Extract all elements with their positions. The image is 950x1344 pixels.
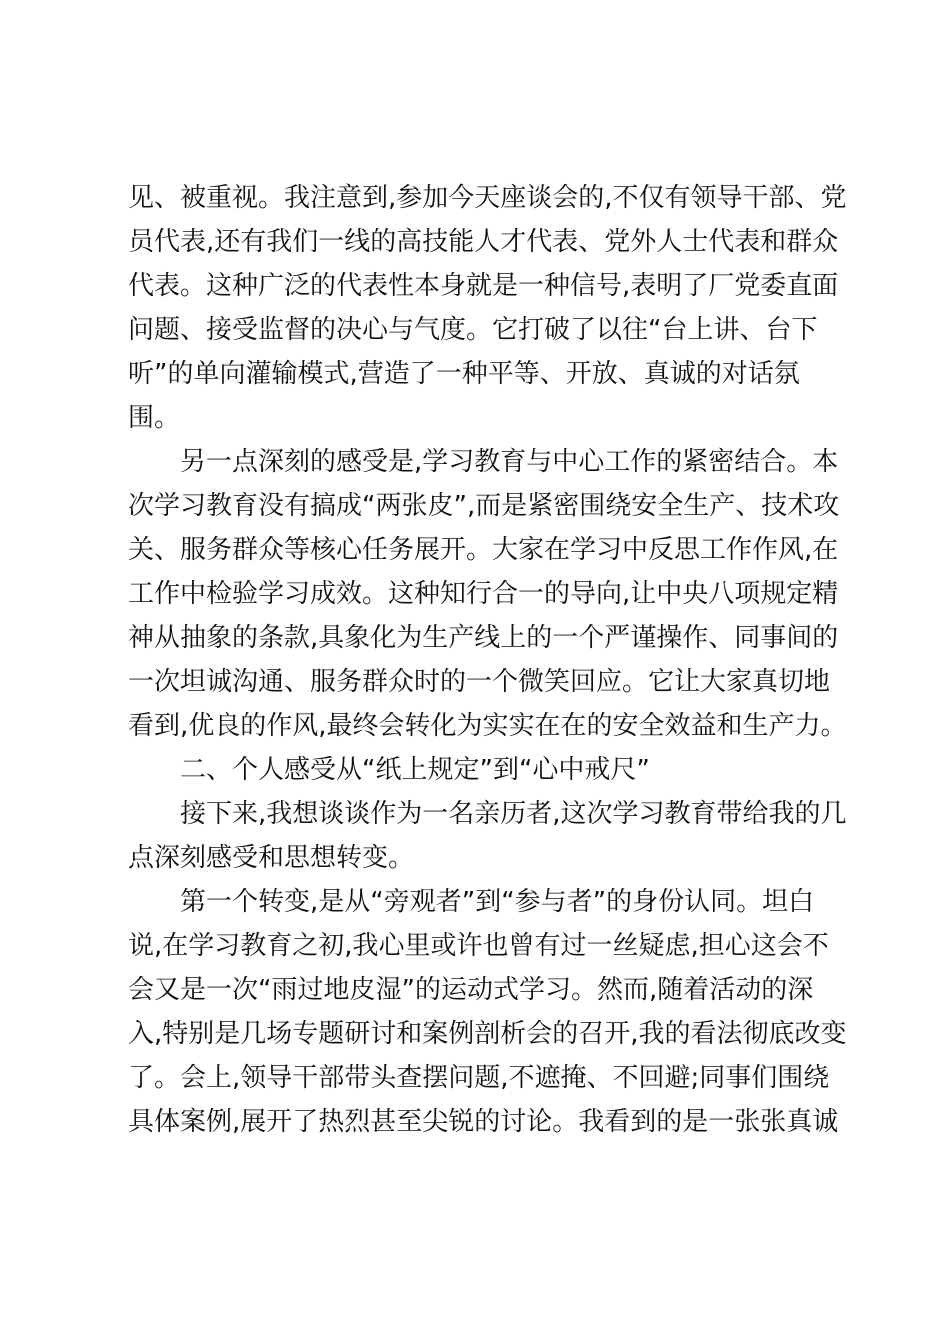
body-line: 听”的单向灌输模式,营造了一种平等、开放、真诚的对话氛 bbox=[128, 359, 800, 389]
body-line: 具体案例,展开了热烈甚至尖锐的讨论。我看到的是一张张真诚 bbox=[128, 1107, 839, 1137]
body-line: 一次坦诚沟通、服务群众时的一个微笑回应。它让大家真切地 bbox=[128, 667, 831, 697]
body-line: 会又是一次“雨过地皮湿”的运动式学习。然而,随着活动的深 bbox=[128, 975, 814, 1005]
paragraph-first-line: 另一点深刻的感受是,学习教育与中心工作的紧密结合。本 bbox=[180, 447, 839, 477]
body-line: 关、服务群众等核心任务展开。大家在学习中反思工作作风,在 bbox=[128, 535, 839, 565]
body-line: 见、被重视。我注意到,参加今天座谈会的,不仅有领导干部、党 bbox=[128, 183, 847, 213]
body-line: 代表。这种广泛的代表性本身就是一种信号,表明了厂党委直面 bbox=[128, 271, 839, 301]
body-line: 说,在学习教育之初,我心里或许也曾有过一丝疑虑,担心这会不 bbox=[128, 931, 829, 961]
body-line: 员代表,还有我们一线的高技能人才代表、党外人士代表和群众 bbox=[128, 227, 839, 257]
body-line: 次学习教育没有搞成“两张皮”,而是紧密围绕安全生产、技术攻 bbox=[128, 491, 840, 521]
body-line: 了。会上,领导干部带头查摆问题,不遮掩、不回避;同事们围绕 bbox=[128, 1063, 830, 1093]
document-body bbox=[128, 176, 847, 1144]
body-line: 点深刻感受和思想转变。 bbox=[128, 843, 415, 873]
body-line: 入,特别是几场专题研讨和案例剖析会的召开,我的看法彻底改变 bbox=[128, 1019, 847, 1049]
body-line: 工作中检验学习成效。这种知行合一的导向,让中央八项规定精 bbox=[128, 579, 839, 609]
body-line: 神从抽象的条款,具象化为生产线上的一个严谨操作、同事间的 bbox=[128, 623, 839, 653]
paragraph-first-line: 第一个转变,是从“旁观者”到“参与者”的身份认同。坦白 bbox=[180, 887, 815, 917]
section-heading: 二、个人感受从“纸上规定”到“心中戒尺” bbox=[180, 755, 650, 785]
paragraph-first-line: 接下来,我想谈谈作为一名亲历者,这次学习教育带给我的几 bbox=[180, 799, 847, 829]
body-line: 看到,优良的作风,最终会转化为实实在在的安全效益和生产力。 bbox=[128, 711, 847, 741]
body-line: 围。 bbox=[128, 403, 181, 433]
body-line: 问题、接受监督的决心与气度。它打破了以往“台上讲、台下 bbox=[128, 315, 818, 345]
